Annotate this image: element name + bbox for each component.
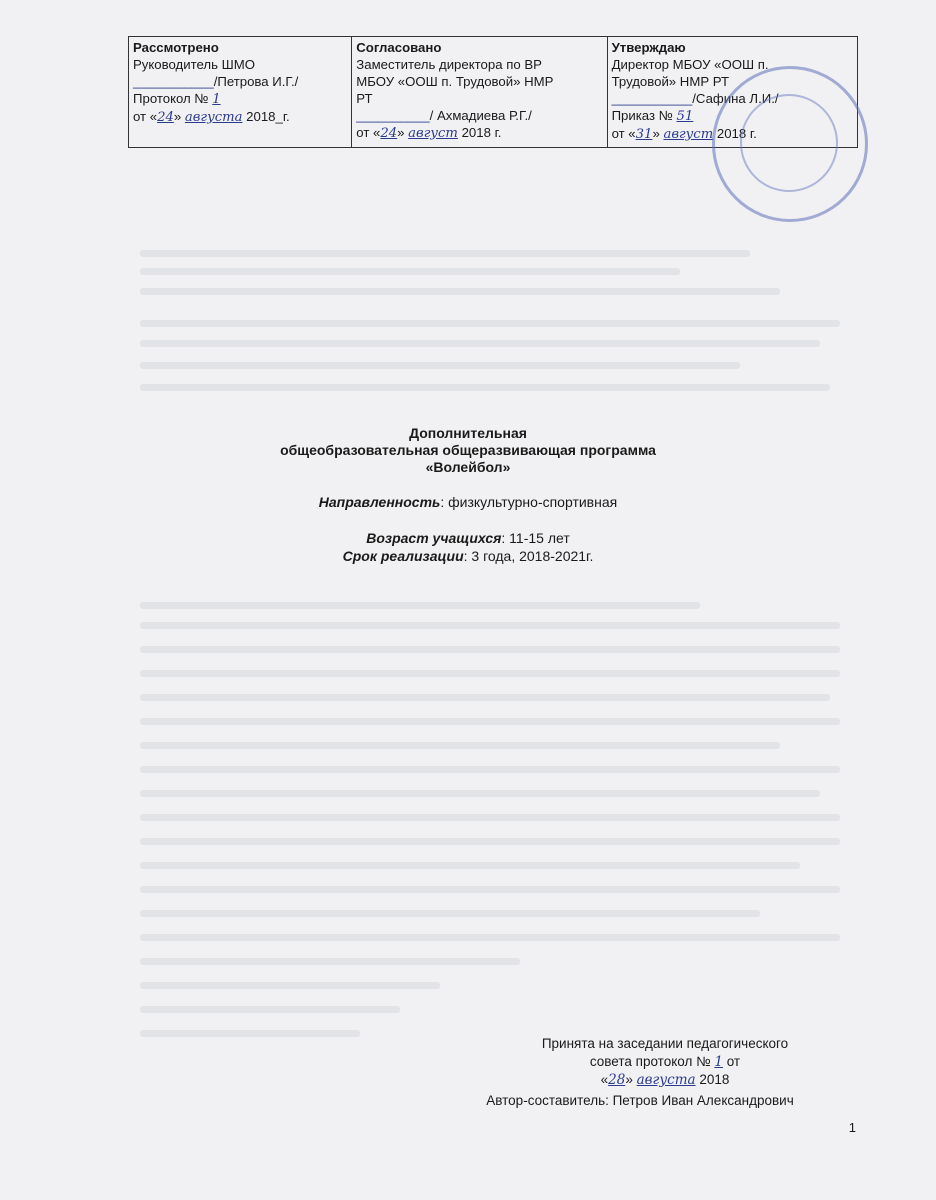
bleed-through-text bbox=[140, 1030, 360, 1037]
approved-position: Директор МБОУ «ООШ п. bbox=[611, 57, 769, 72]
bleed-through-text bbox=[140, 886, 840, 893]
bleed-through-text bbox=[140, 288, 780, 295]
bleed-through-text bbox=[140, 602, 700, 609]
program-title-name: «Волейбол» bbox=[425, 459, 511, 475]
reviewed-protocol: Протокол № 1 bbox=[133, 91, 221, 107]
bleed-through-text bbox=[140, 934, 840, 941]
approved-date: от «31» август 2018 г. bbox=[611, 126, 757, 142]
bleed-through-text bbox=[140, 910, 760, 917]
program-term: Срок реализации: 3 года, 2018-2021г. bbox=[342, 548, 594, 564]
agreed-signature-line: __________/ Ахмадиева Р.Г./ bbox=[356, 108, 532, 123]
approved-organization: Трудовой» НМР РТ bbox=[611, 74, 730, 89]
author-line: Автор-составитель: Петров Иван Александрович bbox=[486, 1093, 794, 1108]
program-age: Возраст учащихся: 11-15 лет bbox=[366, 530, 570, 546]
signature-icon: ___________ bbox=[611, 91, 693, 106]
adoption-line3: «28» августа 2018 bbox=[600, 1072, 730, 1088]
signature-icon: ___________ bbox=[133, 74, 214, 89]
agreed-title: Согласовано bbox=[356, 40, 442, 55]
bleed-through-text bbox=[140, 340, 820, 347]
bleed-through-text bbox=[140, 362, 740, 369]
program-direction: Направленность: физкультурно-спортивная bbox=[318, 494, 618, 510]
agreed-organization: МБОУ «ООШ п. Трудовой» НМР bbox=[356, 74, 554, 89]
adoption-line1: Принята на заседании педагогического bbox=[541, 1036, 789, 1051]
bleed-through-text bbox=[140, 718, 840, 725]
bleed-through-text bbox=[140, 320, 840, 327]
reviewed-date: от «24» августа 2018_г. bbox=[133, 109, 290, 125]
agreed-position: Заместитель директора по ВР bbox=[356, 57, 542, 72]
bleed-through-text bbox=[140, 250, 750, 257]
signature-icon: __________ bbox=[356, 108, 430, 123]
bleed-through-text bbox=[140, 958, 520, 965]
program-title-block bbox=[0, 425, 936, 476]
page-number: 1 bbox=[848, 1120, 856, 1135]
bleed-through-text bbox=[140, 814, 840, 821]
bleed-through-text bbox=[140, 982, 440, 989]
agreed-date: от «24» август 2018 г. bbox=[356, 125, 502, 141]
adoption-block bbox=[500, 1035, 830, 1089]
reviewed-position: Руководитель ШМО bbox=[133, 57, 255, 72]
agreed-region: РТ bbox=[356, 91, 373, 106]
approved-title: Утверждаю bbox=[611, 40, 686, 55]
program-title-line2: общеобразовательная общеразвивающая программа bbox=[280, 442, 656, 458]
seal-stamp-inner-icon bbox=[740, 94, 838, 192]
bleed-through-text bbox=[140, 268, 680, 275]
bleed-through-text bbox=[140, 862, 800, 869]
approved-signature-line: ___________/Сафина Л.И./ bbox=[611, 91, 779, 106]
program-title-line1: Дополнительная bbox=[409, 425, 527, 441]
reviewed-title: Рассмотрено bbox=[133, 40, 219, 55]
reviewed-signature-line: ___________/Петрова И.Г./ bbox=[133, 74, 299, 89]
approval-column-reviewed bbox=[129, 37, 352, 148]
bleed-through-text bbox=[140, 646, 840, 653]
approval-column-agreed bbox=[352, 37, 607, 148]
bleed-through-text bbox=[140, 742, 780, 749]
approved-order: Приказ № 51 bbox=[611, 108, 694, 124]
bleed-through-text bbox=[140, 694, 830, 701]
bleed-through-text bbox=[140, 790, 820, 797]
bleed-through-text bbox=[140, 766, 840, 773]
bleed-through-text bbox=[140, 384, 830, 391]
bleed-through-text bbox=[140, 838, 840, 845]
bleed-through-text bbox=[140, 670, 840, 677]
bleed-through-text bbox=[140, 1006, 400, 1013]
adoption-line2: совета протокол № 1 от bbox=[589, 1054, 741, 1070]
bleed-through-text bbox=[140, 622, 840, 629]
